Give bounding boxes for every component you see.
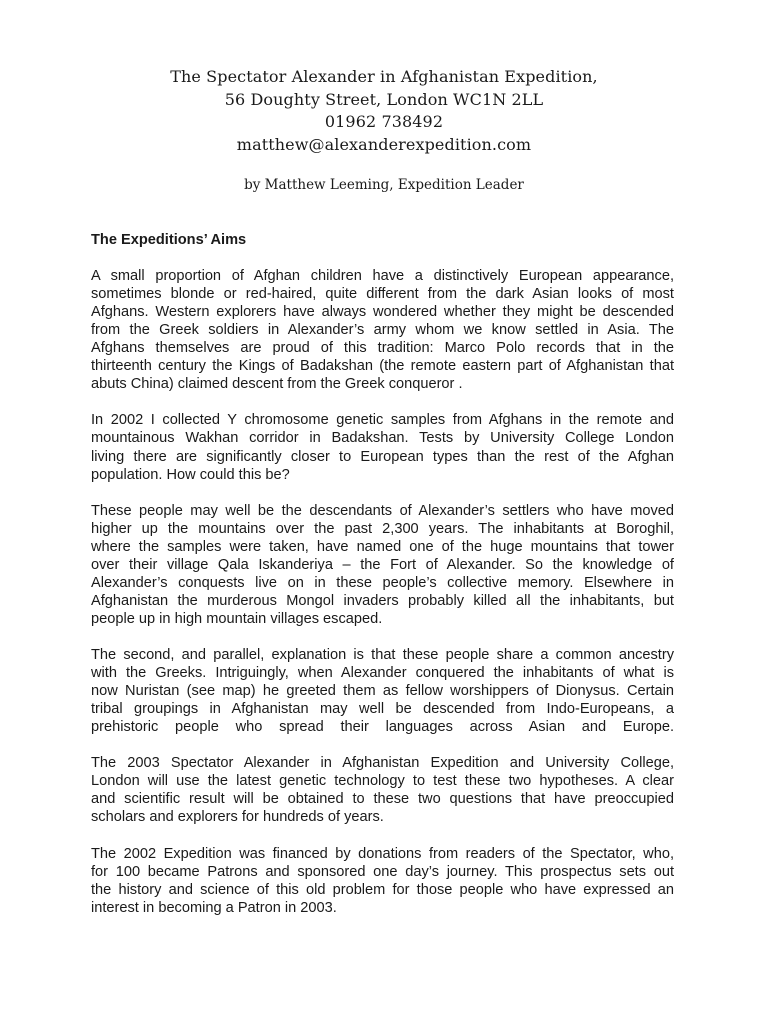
text-line: now Nuristan (see map) he greeted them as fellow worshippers of Dionysus. Certain bbox=[91, 683, 674, 700]
text-line: scholars and explorers for hundreds of years. bbox=[91, 809, 384, 826]
section-heading: The Expeditions’ Aims bbox=[91, 232, 247, 248]
text-line: population. How could this be? bbox=[91, 466, 290, 483]
text-line: In 2002 I collected Y chromosome genetic samples from Afghans in the remote and bbox=[91, 412, 674, 429]
email-address: matthew@alexanderexpedition.com bbox=[236, 134, 532, 154]
text-line: thirteenth century the Kings of Badakshan (the remote eastern part of Afghanistan that bbox=[91, 358, 674, 375]
letterhead bbox=[0, 66, 768, 156]
document-body bbox=[91, 231, 674, 935]
phone-number: 01962 738492 bbox=[324, 112, 444, 131]
text-line: abuts China) claimed descent from the Greek conqueror . bbox=[91, 376, 463, 393]
paragraph-3 bbox=[91, 502, 674, 628]
text-line: Afghans themselves are proud of this tradition: Marco Polo records that in the bbox=[91, 340, 674, 357]
text-line: These people may well be the descendants of Alexander’s settlers who have moved bbox=[91, 502, 674, 519]
text-line: Afghans. Western explorers have always wondered whether they might be descended bbox=[91, 304, 674, 321]
text-line: where the samples were taken, have named one of the huge mountains that tower bbox=[91, 538, 674, 555]
text-line: The 2003 Spectator Alexander in Afghanistan Expedition and University College, bbox=[91, 755, 674, 772]
text-line: Alexander’s conquests live on in these people’s collective memory. Elsewhere in bbox=[91, 574, 674, 591]
text-line: with the Greeks. Intriguingly, when Alexander conquered the inhabitants of what is bbox=[91, 665, 674, 682]
text-line: interest in becoming a Patron in 2003. bbox=[91, 899, 337, 916]
paragraph-6 bbox=[91, 845, 674, 917]
organization-name: The Spectator Alexander in Afghanistan Expedition, bbox=[170, 67, 598, 86]
author-byline: by Matthew Leeming, Expedition Leader bbox=[244, 177, 524, 193]
text-line: The 2002 Expedition was financed by donations from readers of the Spectator, who, bbox=[91, 845, 674, 862]
text-line: for 100 became Patrons and sponsored one day’s journey. This prospectus sets out bbox=[91, 863, 674, 880]
paragraph-5 bbox=[91, 754, 674, 826]
text-line: prehistoric people who spread their languages across Asian and Europe. bbox=[91, 719, 674, 736]
text-line: A small proportion of Afghan children have a distinctively European appearance, bbox=[91, 268, 674, 285]
text-line: over their village Qala Iskanderiya – the Fort of Alexander. So the knowledge of bbox=[91, 556, 674, 573]
text-line: people up in high mountain villages escaped. bbox=[91, 610, 383, 627]
text-line: living there are significantly closer to European types than the rest of the Afghan bbox=[91, 448, 674, 465]
text-line: sometimes blonde or red-haired, quite different from the dark Asian looks of most bbox=[91, 286, 674, 303]
paragraph-4 bbox=[91, 646, 674, 736]
text-line: higher up the mountains over the past 2,300 years. The inhabitants at Boroghil, bbox=[91, 520, 674, 537]
postal-address: 56 Doughty Street, London WC1N 2LL bbox=[224, 89, 544, 109]
text-line: and scientific result will be obtained to these two questions that have preoccupied bbox=[91, 791, 674, 808]
text-line: The second, and parallel, explanation is that these people share a common ancestry bbox=[91, 647, 674, 664]
text-line: from the Greek soldiers in Alexander’s army whom we know settled in Asia. The bbox=[91, 322, 674, 339]
text-line: tribal groupings in Afghanistan may well be descended from Indo-Europeans, a bbox=[91, 701, 674, 718]
paragraph-2 bbox=[91, 411, 674, 483]
text-line: London will use the latest genetic technology to test these two hypotheses. A clear bbox=[91, 773, 674, 790]
text-line: mountainous Wakhan corridor in Badakshan. Tests by University College London bbox=[91, 430, 674, 447]
text-line: Afghanistan the murderous Mongol invaders probably killed all the inhabitants, but bbox=[91, 592, 674, 609]
paragraph-1 bbox=[91, 267, 674, 393]
text-line: the history and science of this old problem for those people who have expressed an bbox=[91, 881, 674, 898]
